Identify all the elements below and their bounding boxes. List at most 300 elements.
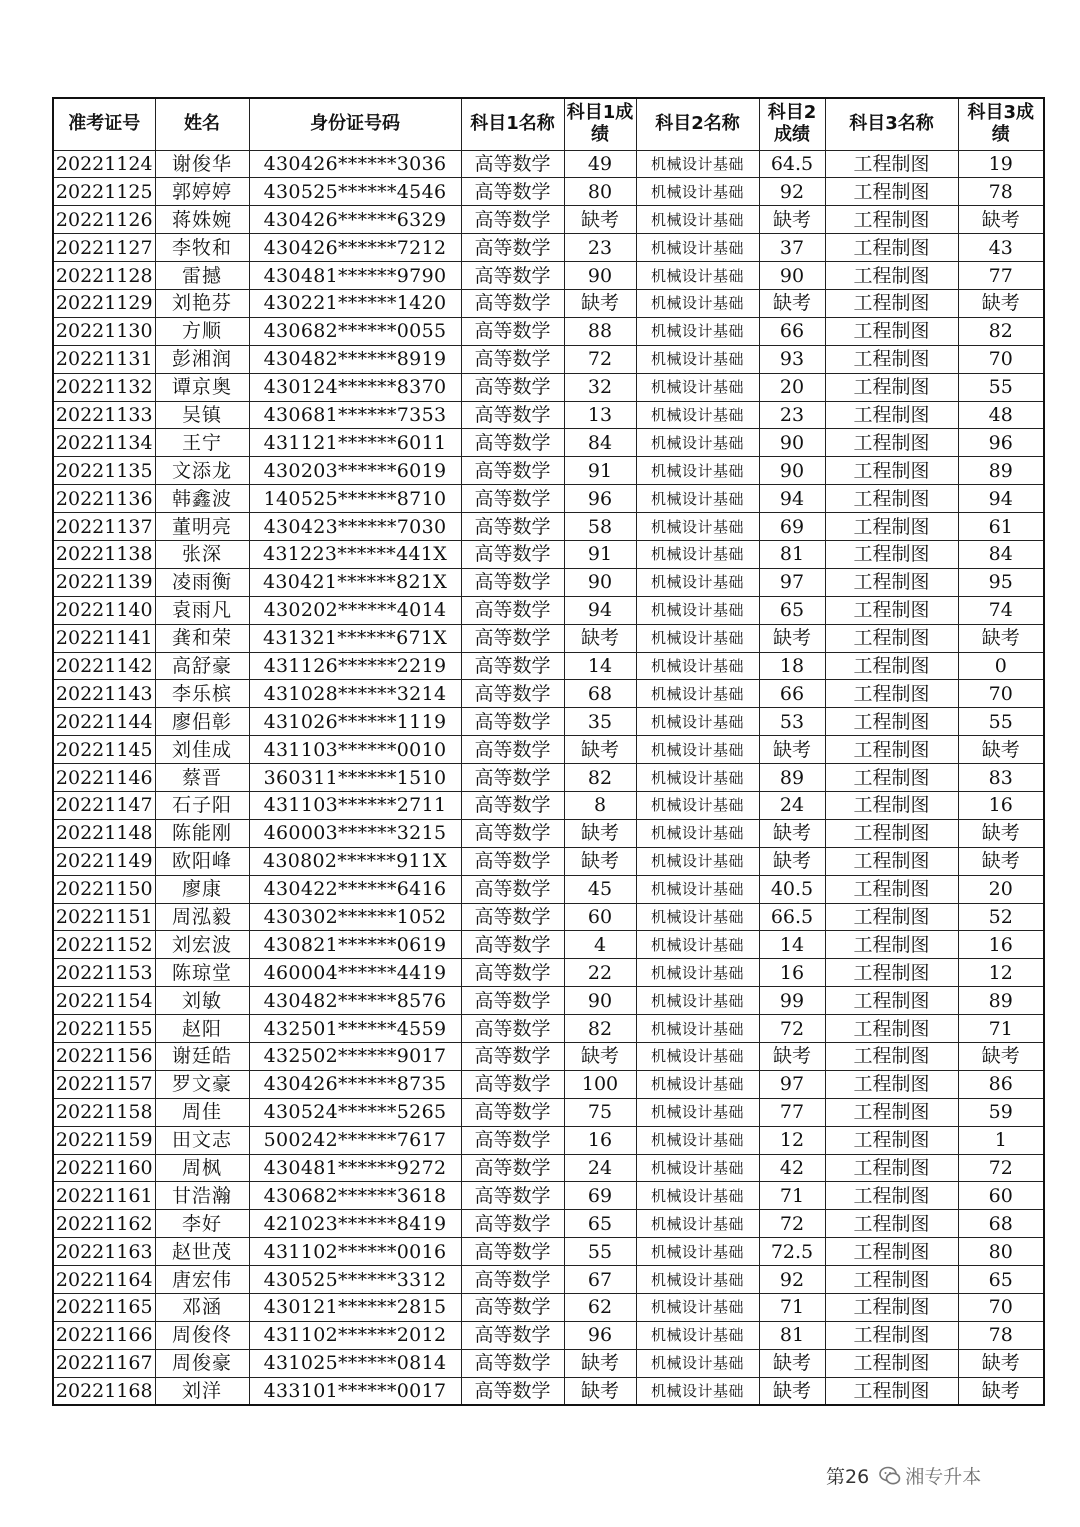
name-cell: 廖康 xyxy=(155,875,249,903)
table-row xyxy=(53,1210,1044,1238)
table-row xyxy=(53,1377,1044,1405)
subject3-score-cell: 缺考 xyxy=(958,1043,1044,1071)
subject2-score-cell: 缺考 xyxy=(759,1043,825,1071)
subject3-score-cell: 61 xyxy=(958,513,1044,541)
subject2-name-cell: 机械设计基础 xyxy=(636,373,759,401)
subject2-name-cell: 机械设计基础 xyxy=(636,1015,759,1043)
subject2-score-cell: 缺考 xyxy=(759,1377,825,1405)
id-no-cell: 430481******9272 xyxy=(249,1154,461,1182)
name-cell: 欧阳峰 xyxy=(155,847,249,875)
subject3-score-cell: 缺考 xyxy=(958,206,1044,234)
subject1-name-cell: 高等数学 xyxy=(461,206,564,234)
name-cell: 文添龙 xyxy=(155,457,249,485)
subject1-name-cell: 高等数学 xyxy=(461,736,564,764)
subject3-name-cell: 工程制图 xyxy=(825,736,958,764)
header-name: 姓名 xyxy=(155,98,249,150)
subject2-name-cell: 机械设计基础 xyxy=(636,540,759,568)
subject1-name-cell: 高等数学 xyxy=(461,764,564,792)
subject2-score-cell: 66 xyxy=(759,680,825,708)
subject3-score-cell: 70 xyxy=(958,345,1044,373)
id-no-cell: 430682******3618 xyxy=(249,1182,461,1210)
name-cell: 郭婷婷 xyxy=(155,178,249,206)
subject2-score-cell: 20 xyxy=(759,373,825,401)
subject3-name-cell: 工程制图 xyxy=(825,596,958,624)
subject3-name-cell: 工程制图 xyxy=(825,1210,958,1238)
subject2-name-cell: 机械设计基础 xyxy=(636,150,759,178)
subject3-name-cell: 工程制图 xyxy=(825,150,958,178)
name-cell: 周枫 xyxy=(155,1154,249,1182)
id-no-cell: 360311******1510 xyxy=(249,764,461,792)
subject2-score-cell: 64.5 xyxy=(759,150,825,178)
table-row xyxy=(53,1126,1044,1154)
id-no-cell: 430682******0055 xyxy=(249,317,461,345)
id-no-cell: 432502******9017 xyxy=(249,1043,461,1071)
subject2-name-cell: 机械设计基础 xyxy=(636,1377,759,1405)
id-no-cell: 430802******911X xyxy=(249,847,461,875)
subject3-score-cell: 缺考 xyxy=(958,847,1044,875)
subject1-name-cell: 高等数学 xyxy=(461,1182,564,1210)
name-cell: 周佳 xyxy=(155,1098,249,1126)
subject2-name-cell: 机械设计基础 xyxy=(636,1238,759,1266)
subject1-name-cell: 高等数学 xyxy=(461,931,564,959)
table-row xyxy=(53,401,1044,429)
table-row xyxy=(53,540,1044,568)
table-row xyxy=(53,568,1044,596)
subject1-score-cell: 72 xyxy=(564,345,636,373)
subject1-name-cell: 高等数学 xyxy=(461,373,564,401)
subject3-score-cell: 89 xyxy=(958,457,1044,485)
subject3-score-cell: 55 xyxy=(958,708,1044,736)
subject1-name-cell: 高等数学 xyxy=(461,178,564,206)
subject3-score-cell: 0 xyxy=(958,652,1044,680)
id-no-cell: 430681******7353 xyxy=(249,401,461,429)
subject3-name-cell: 工程制图 xyxy=(825,317,958,345)
table-row xyxy=(53,457,1044,485)
id-no-cell: 430426******3036 xyxy=(249,150,461,178)
watermark-text: 湘专升本 xyxy=(905,1466,982,1488)
id-no-cell: 431321******671X xyxy=(249,624,461,652)
table-row xyxy=(53,317,1044,345)
subject3-name-cell: 工程制图 xyxy=(825,791,958,819)
header-subject3-score: 科目3成绩 xyxy=(958,98,1044,150)
subject3-score-cell: 74 xyxy=(958,596,1044,624)
subject1-score-cell: 32 xyxy=(564,373,636,401)
page-footer xyxy=(826,1462,981,1489)
subject3-score-cell: 12 xyxy=(958,959,1044,987)
id-no-cell: 421023******8419 xyxy=(249,1210,461,1238)
header-exam-no: 准考证号 xyxy=(53,98,155,150)
exam-no-cell: 20221146 xyxy=(53,764,155,792)
table-row xyxy=(53,987,1044,1015)
exam-no-cell: 20221131 xyxy=(53,345,155,373)
subject1-score-cell: 22 xyxy=(564,959,636,987)
subject3-name-cell: 工程制图 xyxy=(825,847,958,875)
subject3-name-cell: 工程制图 xyxy=(825,262,958,290)
table-row xyxy=(53,373,1044,401)
subject1-score-cell: 82 xyxy=(564,1015,636,1043)
exam-no-cell: 20221136 xyxy=(53,485,155,513)
subject3-name-cell: 工程制图 xyxy=(825,903,958,931)
subject2-score-cell: 94 xyxy=(759,485,825,513)
subject2-name-cell: 机械设计基础 xyxy=(636,1321,759,1349)
subject1-name-cell: 高等数学 xyxy=(461,540,564,568)
subject2-name-cell: 机械设计基础 xyxy=(636,764,759,792)
subject1-score-cell: 62 xyxy=(564,1294,636,1322)
exam-no-cell: 20221168 xyxy=(53,1377,155,1405)
subject1-score-cell: 91 xyxy=(564,540,636,568)
subject1-score-cell: 84 xyxy=(564,429,636,457)
id-no-cell: 430121******2815 xyxy=(249,1294,461,1322)
subject1-name-cell: 高等数学 xyxy=(461,596,564,624)
table-row xyxy=(53,875,1044,903)
exam-no-cell: 20221128 xyxy=(53,262,155,290)
subject1-score-cell: 91 xyxy=(564,457,636,485)
subject2-name-cell: 机械设计基础 xyxy=(636,987,759,1015)
score-sheet xyxy=(52,97,1045,1406)
exam-no-cell: 20221148 xyxy=(53,819,155,847)
subject2-name-cell: 机械设计基础 xyxy=(636,931,759,959)
subject3-score-cell: 78 xyxy=(958,1321,1044,1349)
table-row xyxy=(53,1238,1044,1266)
id-no-cell: 430524******5265 xyxy=(249,1098,461,1126)
subject1-name-cell: 高等数学 xyxy=(461,345,564,373)
subject1-score-cell: 82 xyxy=(564,764,636,792)
subject1-score-cell: 90 xyxy=(564,987,636,1015)
subject1-score-cell: 55 xyxy=(564,1238,636,1266)
name-cell: 田文志 xyxy=(155,1126,249,1154)
subject2-score-cell: 99 xyxy=(759,987,825,1015)
subject2-name-cell: 机械设计基础 xyxy=(636,903,759,931)
exam-no-cell: 20221142 xyxy=(53,652,155,680)
subject3-score-cell: 缺考 xyxy=(958,1349,1044,1377)
subject3-score-cell: 94 xyxy=(958,485,1044,513)
exam-no-cell: 20221160 xyxy=(53,1154,155,1182)
subject2-name-cell: 机械设计基础 xyxy=(636,513,759,541)
name-cell: 周泓毅 xyxy=(155,903,249,931)
subject2-score-cell: 81 xyxy=(759,1321,825,1349)
subject1-score-cell: 96 xyxy=(564,485,636,513)
subject2-name-cell: 机械设计基础 xyxy=(636,708,759,736)
table-row xyxy=(53,1182,1044,1210)
subject3-score-cell: 缺考 xyxy=(958,624,1044,652)
name-cell: 石子阳 xyxy=(155,791,249,819)
id-no-cell: 430426******6329 xyxy=(249,206,461,234)
id-no-cell: 460003******3215 xyxy=(249,819,461,847)
subject2-score-cell: 72 xyxy=(759,1015,825,1043)
subject1-name-cell: 高等数学 xyxy=(461,1070,564,1098)
exam-no-cell: 20221159 xyxy=(53,1126,155,1154)
name-cell: 龚和荣 xyxy=(155,624,249,652)
subject2-score-cell: 14 xyxy=(759,931,825,959)
subject1-name-cell: 高等数学 xyxy=(461,1043,564,1071)
subject3-name-cell: 工程制图 xyxy=(825,457,958,485)
subject2-name-cell: 机械设计基础 xyxy=(636,429,759,457)
id-no-cell: 430421******821X xyxy=(249,568,461,596)
name-cell: 袁雨凡 xyxy=(155,596,249,624)
subject1-score-cell: 35 xyxy=(564,708,636,736)
subject1-score-cell: 缺考 xyxy=(564,206,636,234)
subject1-score-cell: 13 xyxy=(564,401,636,429)
subject3-score-cell: 59 xyxy=(958,1098,1044,1126)
subject3-name-cell: 工程制图 xyxy=(825,234,958,262)
subject3-score-cell: 70 xyxy=(958,1294,1044,1322)
subject3-score-cell: 86 xyxy=(958,1070,1044,1098)
subject1-score-cell: 58 xyxy=(564,513,636,541)
name-cell: 李牧和 xyxy=(155,234,249,262)
subject3-score-cell: 19 xyxy=(958,150,1044,178)
table-row xyxy=(53,1321,1044,1349)
subject2-name-cell: 机械设计基础 xyxy=(636,596,759,624)
table-row xyxy=(53,1043,1044,1071)
subject3-score-cell: 1 xyxy=(958,1126,1044,1154)
subject2-name-cell: 机械设计基础 xyxy=(636,1182,759,1210)
subject2-score-cell: 71 xyxy=(759,1294,825,1322)
subject1-name-cell: 高等数学 xyxy=(461,568,564,596)
subject1-name-cell: 高等数学 xyxy=(461,429,564,457)
exam-no-cell: 20221156 xyxy=(53,1043,155,1071)
wechat-logo-icon xyxy=(879,1465,901,1487)
header-subject2-name: 科目2名称 xyxy=(636,98,759,150)
table-row xyxy=(53,262,1044,290)
subject1-score-cell: 16 xyxy=(564,1126,636,1154)
id-no-cell: 140525******8710 xyxy=(249,485,461,513)
subject2-name-cell: 机械设计基础 xyxy=(636,1043,759,1071)
id-no-cell: 431026******1119 xyxy=(249,708,461,736)
subject1-score-cell: 88 xyxy=(564,317,636,345)
table-row xyxy=(53,847,1044,875)
subject1-name-cell: 高等数学 xyxy=(461,847,564,875)
subject3-name-cell: 工程制图 xyxy=(825,819,958,847)
exam-no-cell: 20221130 xyxy=(53,317,155,345)
subject1-name-cell: 高等数学 xyxy=(461,1210,564,1238)
subject2-name-cell: 机械设计基础 xyxy=(636,1210,759,1238)
subject3-name-cell: 工程制图 xyxy=(825,1266,958,1294)
subject1-name-cell: 高等数学 xyxy=(461,624,564,652)
subject3-score-cell: 78 xyxy=(958,178,1044,206)
subject1-score-cell: 14 xyxy=(564,652,636,680)
id-no-cell: 460004******4419 xyxy=(249,959,461,987)
subject1-score-cell: 8 xyxy=(564,791,636,819)
subject1-name-cell: 高等数学 xyxy=(461,150,564,178)
id-no-cell: 430203******6019 xyxy=(249,457,461,485)
exam-no-cell: 20221152 xyxy=(53,931,155,959)
table-row xyxy=(53,1154,1044,1182)
subject2-score-cell: 缺考 xyxy=(759,624,825,652)
name-cell: 高舒豪 xyxy=(155,652,249,680)
id-no-cell: 430302******1052 xyxy=(249,903,461,931)
subject3-name-cell: 工程制图 xyxy=(825,1349,958,1377)
subject3-name-cell: 工程制图 xyxy=(825,1070,958,1098)
exam-no-cell: 20221139 xyxy=(53,568,155,596)
subject3-name-cell: 工程制图 xyxy=(825,875,958,903)
id-no-cell: 430482******8576 xyxy=(249,987,461,1015)
table-row xyxy=(53,791,1044,819)
exam-no-cell: 20221153 xyxy=(53,959,155,987)
exam-no-cell: 20221145 xyxy=(53,736,155,764)
subject2-name-cell: 机械设计基础 xyxy=(636,401,759,429)
id-no-cell: 430124******8370 xyxy=(249,373,461,401)
header-subject1-score: 科目1成绩 xyxy=(564,98,636,150)
subject2-name-cell: 机械设计基础 xyxy=(636,847,759,875)
subject1-score-cell: 缺考 xyxy=(564,819,636,847)
subject3-name-cell: 工程制图 xyxy=(825,429,958,457)
subject2-name-cell: 机械设计基础 xyxy=(636,1349,759,1377)
subject2-score-cell: 89 xyxy=(759,764,825,792)
exam-no-cell: 20221124 xyxy=(53,150,155,178)
id-no-cell: 430202******4014 xyxy=(249,596,461,624)
subject3-name-cell: 工程制图 xyxy=(825,1043,958,1071)
header-id-no: 身份证号码 xyxy=(249,98,461,150)
name-cell: 方顺 xyxy=(155,317,249,345)
subject1-name-cell: 高等数学 xyxy=(461,1098,564,1126)
subject3-score-cell: 16 xyxy=(958,791,1044,819)
subject3-score-cell: 84 xyxy=(958,540,1044,568)
subject3-name-cell: 工程制图 xyxy=(825,959,958,987)
table-body xyxy=(53,150,1044,1405)
exam-no-cell: 20221161 xyxy=(53,1182,155,1210)
subject2-score-cell: 缺考 xyxy=(759,206,825,234)
exam-no-cell: 20221129 xyxy=(53,289,155,317)
subject1-name-cell: 高等数学 xyxy=(461,1377,564,1405)
subject1-name-cell: 高等数学 xyxy=(461,485,564,513)
subject3-score-cell: 20 xyxy=(958,875,1044,903)
exam-no-cell: 20221164 xyxy=(53,1266,155,1294)
id-no-cell: 430426******8735 xyxy=(249,1070,461,1098)
subject1-name-cell: 高等数学 xyxy=(461,1349,564,1377)
id-no-cell: 431102******2012 xyxy=(249,1321,461,1349)
subject3-score-cell: 52 xyxy=(958,903,1044,931)
subject1-score-cell: 24 xyxy=(564,1154,636,1182)
subject3-score-cell: 71 xyxy=(958,1015,1044,1043)
subject3-name-cell: 工程制图 xyxy=(825,289,958,317)
subject3-score-cell: 55 xyxy=(958,373,1044,401)
subject2-score-cell: 缺考 xyxy=(759,736,825,764)
subject3-name-cell: 工程制图 xyxy=(825,178,958,206)
exam-no-cell: 20221144 xyxy=(53,708,155,736)
exam-no-cell: 20221157 xyxy=(53,1070,155,1098)
id-no-cell: 430422******6416 xyxy=(249,875,461,903)
subject2-name-cell: 机械设计基础 xyxy=(636,206,759,234)
subject2-score-cell: 缺考 xyxy=(759,1349,825,1377)
id-no-cell: 430525******3312 xyxy=(249,1266,461,1294)
subject3-name-cell: 工程制图 xyxy=(825,1098,958,1126)
subject2-score-cell: 缺考 xyxy=(759,289,825,317)
subject1-name-cell: 高等数学 xyxy=(461,513,564,541)
subject1-name-cell: 高等数学 xyxy=(461,987,564,1015)
subject1-name-cell: 高等数学 xyxy=(461,959,564,987)
subject3-score-cell: 60 xyxy=(958,1182,1044,1210)
exam-no-cell: 20221163 xyxy=(53,1238,155,1266)
subject1-score-cell: 49 xyxy=(564,150,636,178)
subject2-name-cell: 机械设计基础 xyxy=(636,234,759,262)
subject3-name-cell: 工程制图 xyxy=(825,1154,958,1182)
subject2-name-cell: 机械设计基础 xyxy=(636,680,759,708)
subject2-name-cell: 机械设计基础 xyxy=(636,652,759,680)
name-cell: 李好 xyxy=(155,1210,249,1238)
name-cell: 谭京奥 xyxy=(155,373,249,401)
table-row xyxy=(53,624,1044,652)
subject1-name-cell: 高等数学 xyxy=(461,1015,564,1043)
table-row xyxy=(53,289,1044,317)
subject3-score-cell: 70 xyxy=(958,680,1044,708)
id-no-cell: 430221******1420 xyxy=(249,289,461,317)
id-no-cell: 430525******4546 xyxy=(249,178,461,206)
table-row xyxy=(53,596,1044,624)
subject2-score-cell: 72 xyxy=(759,1210,825,1238)
id-no-cell: 430423******7030 xyxy=(249,513,461,541)
name-cell: 唐宏伟 xyxy=(155,1266,249,1294)
subject1-score-cell: 68 xyxy=(564,680,636,708)
subject1-score-cell: 缺考 xyxy=(564,847,636,875)
subject2-score-cell: 37 xyxy=(759,234,825,262)
name-cell: 吴镇 xyxy=(155,401,249,429)
subject1-score-cell: 69 xyxy=(564,1182,636,1210)
subject2-name-cell: 机械设计基础 xyxy=(636,1294,759,1322)
subject3-score-cell: 缺考 xyxy=(958,819,1044,847)
id-no-cell: 432501******4559 xyxy=(249,1015,461,1043)
id-no-cell: 431126******2219 xyxy=(249,652,461,680)
id-no-cell: 431223******441X xyxy=(249,540,461,568)
subject2-score-cell: 72.5 xyxy=(759,1238,825,1266)
subject2-name-cell: 机械设计基础 xyxy=(636,1070,759,1098)
exam-no-cell: 20221151 xyxy=(53,903,155,931)
id-no-cell: 430481******9790 xyxy=(249,262,461,290)
subject2-name-cell: 机械设计基础 xyxy=(636,959,759,987)
subject3-name-cell: 工程制图 xyxy=(825,1015,958,1043)
subject1-name-cell: 高等数学 xyxy=(461,903,564,931)
subject3-score-cell: 72 xyxy=(958,1154,1044,1182)
subject2-score-cell: 97 xyxy=(759,1070,825,1098)
subject3-name-cell: 工程制图 xyxy=(825,1182,958,1210)
table-header-row xyxy=(53,98,1044,150)
name-cell: 周俊佟 xyxy=(155,1321,249,1349)
exam-no-cell: 20221125 xyxy=(53,178,155,206)
subject3-name-cell: 工程制图 xyxy=(825,1377,958,1405)
id-no-cell: 431025******0814 xyxy=(249,1349,461,1377)
exam-no-cell: 20221134 xyxy=(53,429,155,457)
subject3-score-cell: 68 xyxy=(958,1210,1044,1238)
subject2-name-cell: 机械设计基础 xyxy=(636,1154,759,1182)
table-row xyxy=(53,1294,1044,1322)
table-row xyxy=(53,345,1044,373)
subject1-name-cell: 高等数学 xyxy=(461,652,564,680)
subject2-name-cell: 机械设计基础 xyxy=(636,485,759,513)
subject2-name-cell: 机械设计基础 xyxy=(636,289,759,317)
exam-no-cell: 20221165 xyxy=(53,1294,155,1322)
name-cell: 刘艳芬 xyxy=(155,289,249,317)
header-subject2-score: 科目2成绩 xyxy=(759,98,825,150)
subject2-score-cell: 92 xyxy=(759,1266,825,1294)
id-no-cell: 500242******7617 xyxy=(249,1126,461,1154)
exam-no-cell: 20221143 xyxy=(53,680,155,708)
name-cell: 刘洋 xyxy=(155,1377,249,1405)
subject3-name-cell: 工程制图 xyxy=(825,1321,958,1349)
subject2-name-cell: 机械设计基础 xyxy=(636,791,759,819)
name-cell: 董明亮 xyxy=(155,513,249,541)
subject2-score-cell: 16 xyxy=(759,959,825,987)
exam-no-cell: 20221126 xyxy=(53,206,155,234)
subject3-score-cell: 77 xyxy=(958,262,1044,290)
name-cell: 邓涵 xyxy=(155,1294,249,1322)
subject2-name-cell: 机械设计基础 xyxy=(636,1098,759,1126)
exam-no-cell: 20221155 xyxy=(53,1015,155,1043)
subject2-score-cell: 12 xyxy=(759,1126,825,1154)
name-cell: 刘宏波 xyxy=(155,931,249,959)
subject1-score-cell: 90 xyxy=(564,568,636,596)
id-no-cell: 431103******2711 xyxy=(249,791,461,819)
exam-no-cell: 20221141 xyxy=(53,624,155,652)
subject1-name-cell: 高等数学 xyxy=(461,680,564,708)
